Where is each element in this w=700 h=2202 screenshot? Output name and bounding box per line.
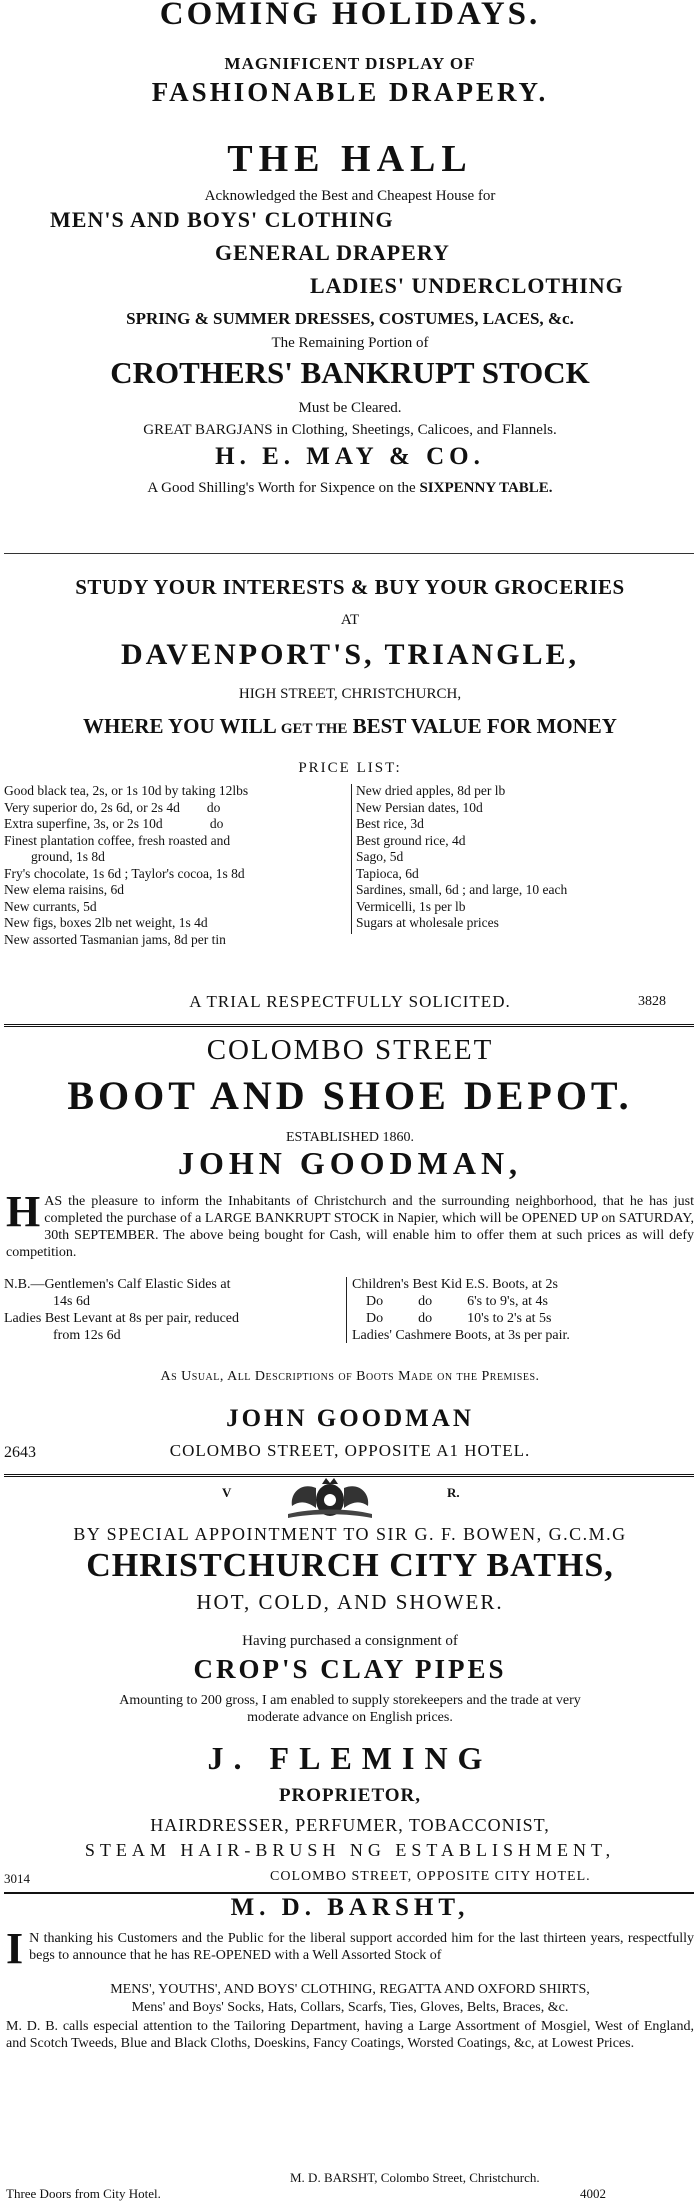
item: Do do 10's to 2's at 5s (352, 1311, 552, 1326)
price-list-right (356, 783, 567, 932)
boots-left (4, 1276, 239, 1344)
divider (4, 1024, 694, 1027)
item: New elema raisins, 6d (4, 882, 124, 897)
line: J. FLEMING (207, 1740, 493, 1776)
text: AS the pleasure to inform the Inhabitants of Christchurch and the surrounding neighborhood, that he has just completed the purchase of a LARGE BANKRUPT STOCK in Napier, which will be OPENED UP on SATURDAY, 30th SEPTEMBER. The above being bought for Cash, will enable him to offer them at such prices as will defy competition. (6, 1194, 694, 1260)
usual-line: As Usual, All Descriptions of Boots Made on the Premises. (160, 1369, 540, 1384)
line: HAIRDRESSER, PERFUMER, TOBACCONIST, (150, 1815, 550, 1835)
line: BOOT AND SHOE DEPOT. (67, 1073, 633, 1118)
line: DAVENPORT'S, TRIANGLE, (120, 638, 580, 671)
line: LADIES' UNDERCLOTHING (310, 273, 624, 298)
trial-line: A TRIAL RESPECTFULLY SOLICITED. (189, 992, 511, 1011)
item: New figs, boxes 2lb net weight, 1s 4d (4, 915, 208, 930)
line: moderate advance on English prices. (247, 1710, 453, 1725)
item: Do do 6's to 9's, at 4s (352, 1294, 548, 1309)
text: A Good Shilling's Worth for Sixpence on the (147, 480, 420, 496)
item: Finest plantation coffee, fresh roasted and (4, 832, 231, 848)
line: MAGNIFICENT DISPLAY OF (224, 54, 476, 73)
heading-coming-holidays: COMING HOLIDAYS. (159, 0, 541, 32)
item: Best rice, 3d (356, 816, 424, 831)
line: M. D. BARSHT, (230, 1894, 470, 1921)
text: GET THE (280, 721, 348, 737)
item: ground, 1s 8d (4, 849, 105, 864)
line: GENERAL DRAPERY (215, 240, 450, 265)
ad-code: 2643 (4, 1444, 36, 1461)
text: WHERE YOU WILL (83, 714, 281, 738)
line: Must be Cleared. (298, 400, 402, 416)
r-letter: R. (447, 1485, 460, 1500)
address-line: COLOMBO STREET, OPPOSITE CITY HOTEL. (270, 1869, 591, 1884)
text: SIXPENNY TABLE. (419, 480, 553, 496)
price-list-left (4, 783, 248, 948)
item: New Persian dates, 10d (356, 799, 483, 815)
item: from 12s 6d (4, 1328, 121, 1343)
title-the-hall: THE HALL (227, 138, 473, 180)
item: Best ground rice, 4d (356, 832, 466, 848)
signature-line: M. D. BARSHT, Colombo Street, Christchurch. (290, 2170, 540, 2185)
line: CROP'S CLAY PIPES (193, 1654, 507, 1684)
drop-cap: I (6, 1924, 24, 1973)
item: Ladies Best Levant at 8s per pair, reduced (4, 1311, 240, 1326)
line: JOHN GOODMAN, (177, 1145, 523, 1181)
line: PROPRIETOR, (278, 1785, 422, 1806)
line: Mens' and Boys' Socks, Hats, Collars, Scarfs, Ties, Gloves, Belts, Braces, &c. (131, 2000, 569, 2015)
ad-code: 3828 (638, 994, 666, 1009)
item: Good black tea, 2s, or 1s 10d by taking 12lbs (4, 783, 249, 798)
paragraph (6, 1187, 694, 1261)
item: Extra superfine, 3s, or 2s 10d do (4, 816, 224, 831)
item: 14s 6d (4, 1294, 90, 1309)
paragraph (6, 1924, 694, 1973)
line: AT (340, 612, 360, 628)
divider (4, 1474, 694, 1477)
text: N thanking his Customers and the Public for the liberal support accorded him for the last thirteen years, respectfully begs to announce that he has RE-OPENED with a Well Assorted Stock of (29, 1931, 694, 1963)
paragraph: M. D. B. calls especial attention to the Tailoring Department, having a Large Assortment of Mosgiel, West of England, and Scotch Tweeds, Blue and Black Cloths, Doeskins, Fancy Coatings, Worsted Coatings, &c, at Lowest Prices. (6, 2019, 694, 2051)
item: Very superior do, 2s 6d, or 2s 4d do (4, 799, 221, 815)
line: HIGH STREET, CHRISTCHURCH, (238, 686, 462, 702)
item: Fry's chocolate, 1s 6d ; Taylor's cocoa, 1s 8d (4, 865, 245, 881)
line (0, 714, 700, 739)
item: New currants, 5d (4, 898, 97, 914)
line: Having purchased a consignment of (242, 1633, 458, 1649)
item: Vermicelli, 1s per lb (356, 898, 466, 914)
drop-cap: H (6, 1187, 41, 1236)
item: Sago, 5d (356, 849, 404, 864)
line: Amounting to 200 gross, I am enabled to supply storekeepers and the trade at very (119, 1693, 581, 1708)
line (0, 480, 700, 497)
item: Sugars at wholesale prices (356, 915, 499, 930)
line: BY SPECIAL APPOINTMENT TO SIR G. F. BOWEN, G.C.M.G (73, 1524, 627, 1544)
line: STEAM HAIR-BRUSH NG ESTABLISHMENT, (84, 1840, 616, 1860)
price-list-heading: PRICE LIST: (298, 760, 402, 776)
line: HOT, COLD, AND SHOWER. (196, 1590, 504, 1614)
address-line: COLOMBO STREET, OPPOSITE A1 HOTEL. (169, 1441, 531, 1460)
line: ESTABLISHED 1860. (286, 1130, 414, 1145)
item: Children's Best Kid E.S. Boots, at 2s (352, 1277, 558, 1292)
column-divider (346, 1277, 347, 1343)
ad-code: 3014 (4, 1871, 30, 1886)
item: New dried apples, 8d per lb (356, 783, 506, 798)
boots-right (352, 1276, 570, 1344)
line: JOHN GOODMAN (226, 1405, 474, 1432)
line: MEN'S AND BOYS' CLOTHING (50, 207, 394, 232)
v-letter: V (222, 1485, 232, 1500)
item: Ladies' Cashmere Boots, at 3s per pair. (352, 1328, 570, 1343)
item: New assorted Tasmanian jams, 8d per tin (4, 931, 226, 947)
column-divider (351, 784, 352, 934)
line: CHRISTCHURCH CITY BATHS, (86, 1547, 614, 1584)
ad-code: 4002 (580, 2186, 606, 2201)
line: FASHIONABLE DRAPERY. (151, 77, 549, 107)
divider (4, 553, 694, 554)
item: Tapioca, 6d (356, 865, 419, 881)
royal-crest-icon (282, 1478, 378, 1522)
item: N.B.—Gentlemen's Calf Elastic Sides at (4, 1277, 231, 1292)
line: COLOMBO STREET (206, 1034, 494, 1066)
line: GREAT BARGJANS in Clothing, Sheetings, Calicoes, and Flannels. (143, 422, 557, 438)
line: MENS', YOUTHS', AND BOYS' CLOTHING, REGATTA AND OXFORD SHIRTS, (110, 1982, 590, 1997)
line: H. E. MAY & CO. (215, 443, 485, 470)
line: The Remaining Portion of (271, 335, 429, 351)
item: Sardines, small, 6d ; and large, 10 each (356, 882, 568, 897)
line: Acknowledged the Best and Cheapest House for (204, 188, 496, 204)
line: CROTHERS' BANKRUPT STOCK (110, 355, 590, 390)
text: BEST VALUE FOR MONEY (347, 714, 617, 738)
line: Three Doors from City Hotel. (6, 2186, 161, 2201)
line: SPRING & SUMMER DRESSES, COSTUMES, LACES, &c. (126, 309, 574, 328)
line: STUDY YOUR INTERESTS & BUY YOUR GROCERIES (75, 575, 625, 599)
